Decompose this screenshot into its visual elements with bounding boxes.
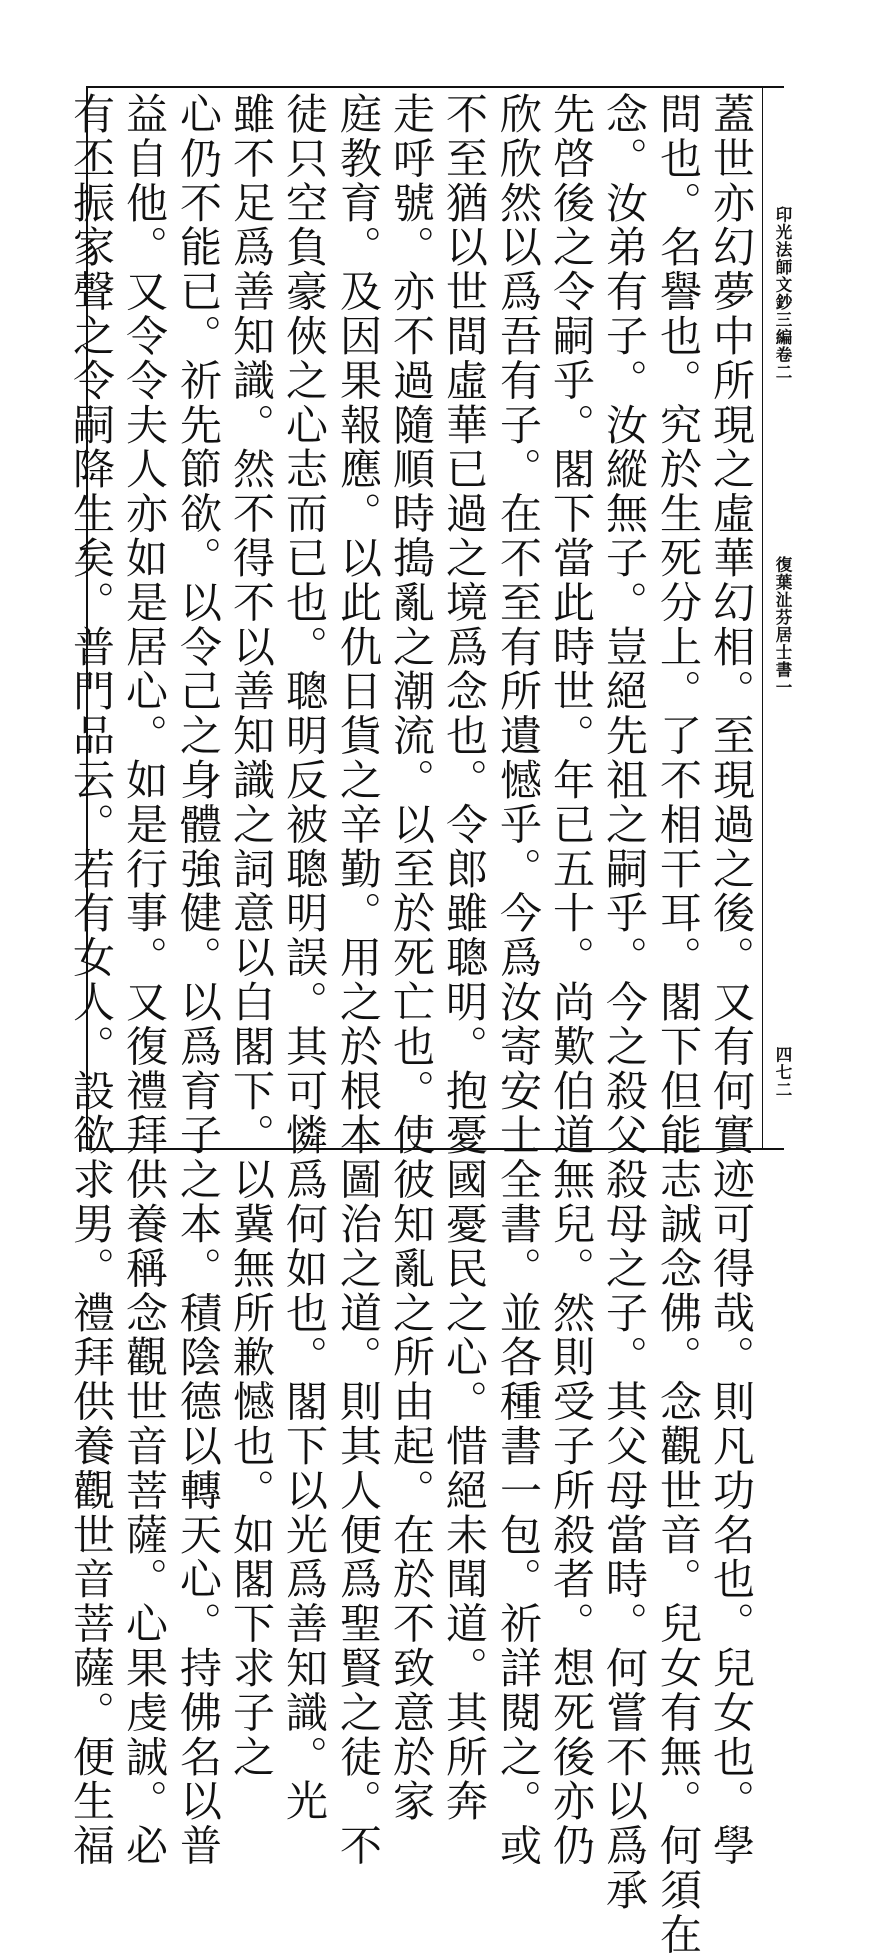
page-number: 四七二 bbox=[773, 1046, 792, 1099]
section-title: 復葉沚芬居士書一 bbox=[773, 556, 792, 696]
text-column: 雖不足爲善知識。然不得不以善知識之詞意以白閣下。以冀無所歉憾也。如閣下求子之 bbox=[227, 92, 276, 1780]
text-column: 問也。名譽也。究於生死分上。了不相干耳。閣下但能志誠念佛。念觀世音。兒女有無。何須在 bbox=[654, 92, 703, 1957]
page-margin-header bbox=[763, 86, 803, 1148]
text-column: 不至猶以世間虛華已過之境爲念也。令郎雖聰明。抱憂國憂民之心。惜絕未聞道。其所奔 bbox=[440, 92, 489, 1824]
body-text bbox=[67, 92, 756, 1957]
text-column: 先啓後之令嗣乎。閣下當此時世。年已五十。尚歎伯道無兒。然則受子所殺者。想死後亦仍 bbox=[547, 92, 596, 1868]
text-column: 益自他。又令令夫人亦如是居心。如是行事。又復禮拜供養稱念觀世音菩薩。心果虔誠。必 bbox=[120, 92, 169, 1868]
text-column: 欣欣然以爲吾有子。在不至有所遺憾乎。今爲汝寄安士全書。並各種書一包。祈詳閱之。或 bbox=[494, 92, 543, 1868]
text-column: 蓋世亦幻夢中所現之虛華幻相。至現過之後。又有何實迹可得哉。則凡功名也。兒女也。學 bbox=[707, 92, 756, 1868]
text-column: 走呼號。亦不過隨順時搗亂之潮流。以至於死亡也。使彼知亂之所由起。在於不致意於家 bbox=[387, 92, 436, 1824]
book-title: 印光法師文鈔三編卷二 bbox=[773, 206, 792, 381]
text-column: 念。汝弟有子。汝縱無子。豈絕先祖之嗣乎。今之殺父殺母之子。其父母當時。何嘗不以爲承 bbox=[600, 92, 649, 1913]
text-column: 庭教育。及因果報應。以此仇日貨之辛勤。用之於根本圖治之道。則其人便爲聖賢之徒。不 bbox=[334, 92, 383, 1868]
text-column: 心仍不能已。祈先節欲。以令己之身體強健。以爲育子之本。積陰德以轉天心。持佛名以普 bbox=[174, 92, 223, 1868]
text-column: 有丕振家聲之令嗣降生矣。普門品云。若有女人。設欲求男。禮拜供養觀世音菩薩。便生福 bbox=[67, 92, 116, 1868]
text-column: 徒只空負豪俠之心志而已也。聰明反被聰明誤。其可憐爲何如也。閣下以光爲善知識。光 bbox=[280, 92, 329, 1824]
